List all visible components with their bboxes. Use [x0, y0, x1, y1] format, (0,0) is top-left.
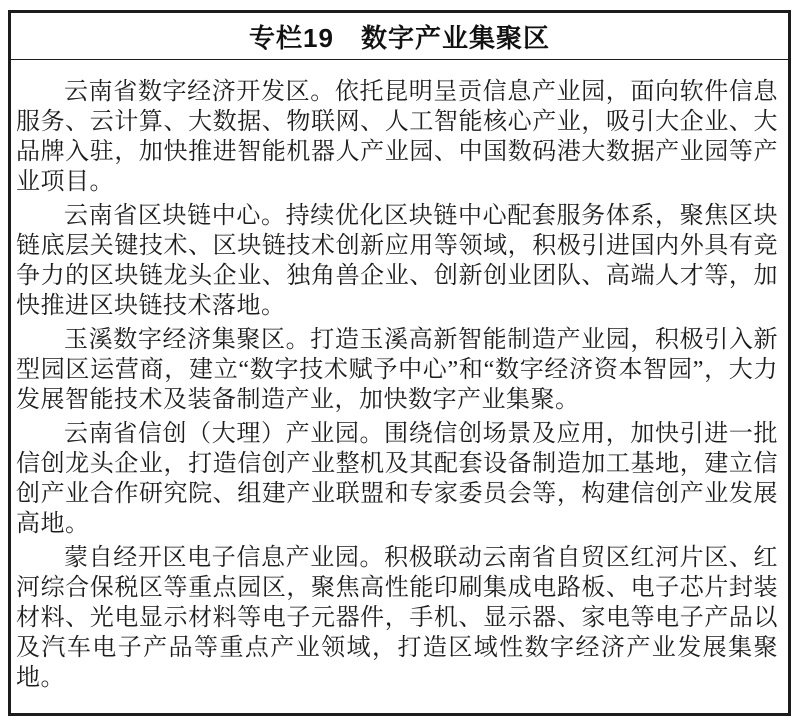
paragraph-text: 打造玉溪高新智能制造产业园，积极引入新型园区运营商，建立“数字技术赋予中心”和“数字经济资本智园”，大力发展智能技术及装备制造产业，加快数字产业集聚。 — [16, 327, 778, 413]
paragraph — [16, 201, 778, 321]
paragraph — [16, 325, 778, 415]
paragraph — [16, 77, 778, 197]
paragraph-text: 积极联动云南省自贸区红河片区、红河综合保税区等重点园区，聚焦高性能印刷集成电路板、电子芯片封装材料、光电显示材料等电子元器件，手机、显示器、家电等电子产品以及汽车电子产品等重点产业领域，打造区域性数字经济产业发展集聚地。 — [16, 545, 778, 691]
panel-title-row — [11, 13, 788, 60]
paragraph-text: 依托昆明呈贡信息产业园，面向软件信息服务、云计算、大数据、物联网、人工智能核心产业，吸引大企业、大品牌入驻，加快推进智能机器人产业园、中国数码港大数据产业园等产业项目。 — [16, 79, 778, 195]
paragraph-text: 持续优化区块链中心配套服务体系，聚焦区块链底层关键技术、区块链技术创新应用等领域，积极引进国内外具有竞争力的区块链龙头企业、独角兽企业、创新创业团队、高端人才等，加快推进区块链技术落地。 — [16, 203, 778, 319]
paragraph-lead: 云南省区块链中心。 — [64, 203, 286, 229]
paragraph-text: 围绕信创场景及应用，加快引进一批信创龙头企业，打造信创产业整机及其配套设备制造加工基地，建立信创产业合作研究院、组建产业联盟和专家委员会等，构建信创产业发展高地。 — [16, 421, 778, 537]
panel-title: 专栏19 数字产业集聚区 — [249, 22, 550, 53]
panel-body — [11, 60, 788, 693]
paragraph-lead: 云南省数字经济开发区。 — [64, 79, 335, 105]
paragraph — [16, 419, 778, 539]
paragraph — [16, 543, 778, 693]
paragraph-lead: 玉溪数字经济集聚区。 — [64, 327, 311, 353]
paragraph-lead: 云南省信创（大理）产业园。 — [64, 421, 385, 447]
column-panel-box — [8, 10, 791, 716]
paragraph-lead: 蒙自经开区电子信息产业园。 — [64, 545, 385, 571]
